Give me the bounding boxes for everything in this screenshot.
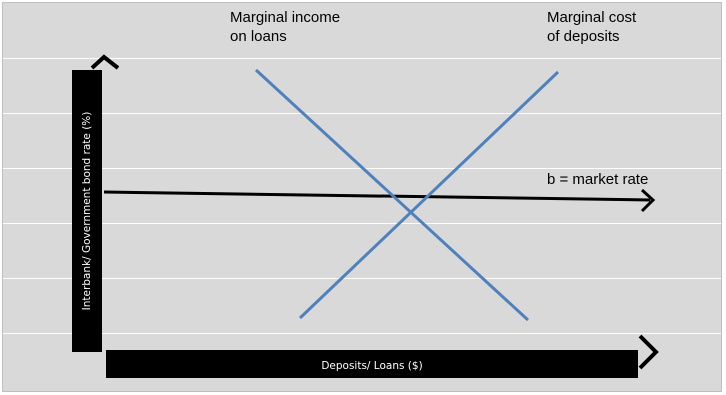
cost-label-line1: Marginal cost [547, 9, 637, 26]
x-axis-arrowhead-icon [640, 336, 656, 368]
y-axis-title: Interbank/ Government bond rate (%) [81, 111, 93, 311]
x-axis-title: Deposits/ Loans ($) [321, 360, 423, 372]
income-label-line2: on loans [230, 28, 287, 45]
y-axis-arrowhead-icon [92, 57, 118, 68]
income-label-line1: Marginal income [230, 9, 341, 26]
market-rate-line [104, 192, 650, 200]
market-rate-label: b = market rate [547, 171, 649, 188]
cost-label-line2: of deposits [547, 28, 620, 45]
